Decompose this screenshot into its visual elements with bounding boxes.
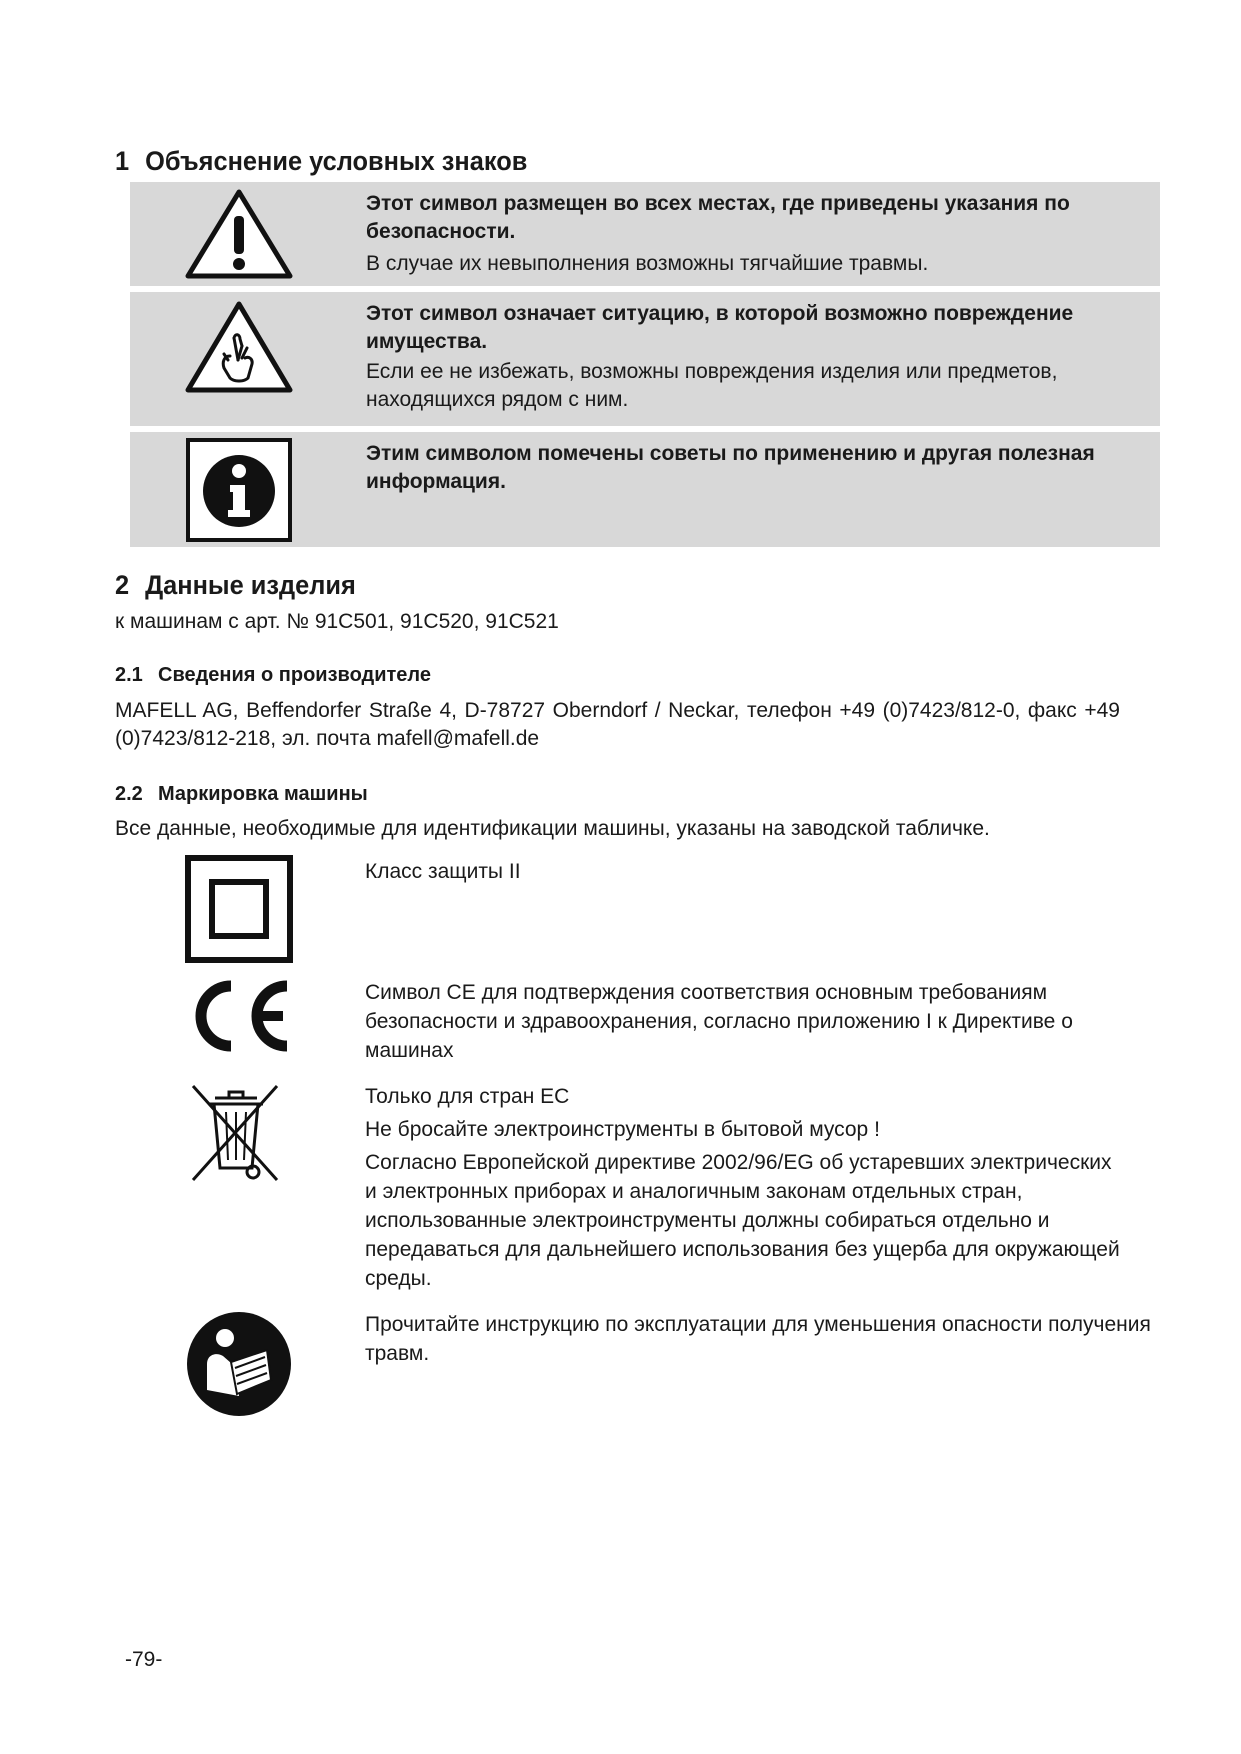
- mark-read-manual: [185, 1310, 1151, 1430]
- symbol-row-info-bold: Этим символом помечены советы по применению и другая полезная информация.: [366, 442, 1095, 493]
- weee-crossed-bin-icon: [185, 1082, 285, 1189]
- subsection-2-2-heading: [115, 783, 368, 806]
- section-2-number: 2: [115, 570, 130, 600]
- mark-weee-line-2: Не бросайте электроинструменты в бытовой мусор !: [365, 1118, 880, 1141]
- mark-ce-line: Символ CE для подтверждения соответствия основным требованиям безопасности и здравоохранения, согласно приложению I к Директиве о машинах: [365, 981, 1073, 1062]
- symbol-row-warning-bold: Этот символ размещен во всех местах, где приведены указания по безопасности.: [366, 192, 1070, 243]
- mark-ce-text: [365, 978, 1241, 1065]
- symbol-row-caution-bold: Этот символ означает ситуацию, в которой возможно повреждение имущества.: [366, 302, 1074, 353]
- section-2-title: Данные изделия: [145, 570, 356, 600]
- info-icon: [184, 438, 294, 542]
- subsection-2-2-title: Маркировка машины: [158, 783, 368, 805]
- symbol-row-caution: [130, 292, 1160, 426]
- mark-weee-line-3: Согласно Европейской директиве 2002/96/EG об устаревших электрических и электронных приборах и аналогичным законам отдельных стран, использованные электроинструменты должны собираться отдельно и передаваться для дальнейшего использования без ущерба для окружающей среды.: [365, 1151, 1120, 1290]
- product-articles: к машинам с арт. № 91C501, 91C520, 91C521: [115, 610, 559, 633]
- subsection-2-1-title: Сведения о производителе: [158, 664, 431, 686]
- symbol-row-caution-normal: Если ее не избежать, возможны повреждения изделия или предметов, находящихся рядом с ним.: [366, 360, 1058, 411]
- section-2-heading: [115, 570, 356, 601]
- section-1-heading: [115, 146, 527, 177]
- mark-weee-line-1: Только для стран ЕС: [365, 1085, 570, 1108]
- symbol-row-warning: [130, 182, 1160, 286]
- section-1-number: 1: [115, 146, 130, 176]
- mark-protection-class-text: [365, 857, 1241, 886]
- subsection-2-1-heading: [115, 664, 431, 687]
- read-manual-icon: [185, 1310, 293, 1423]
- symbol-row-info: [130, 432, 1160, 547]
- subsection-2-1-number: 2.1: [115, 664, 143, 686]
- mark-read-manual-text: [365, 1310, 1205, 1368]
- warning-triangle-icon: [184, 188, 294, 280]
- mark-protection-class-line: Класс защиты II: [365, 860, 521, 883]
- mark-ce: [185, 978, 1085, 1073]
- caution-hand-icon: [184, 298, 294, 398]
- protection-class-ii-icon: [185, 855, 293, 968]
- mark-protection-class: [185, 855, 1085, 965]
- ce-mark-icon: [185, 978, 293, 1059]
- symbol-row-caution-text: [366, 300, 1120, 414]
- section-1-title: Объяснение условных знаков: [145, 146, 528, 176]
- symbol-row-info-text: [366, 440, 1120, 496]
- mark-weee: [185, 1082, 1120, 1302]
- mark-read-manual-line: Прочитайте инструкцию по эксплуатации для уменьшения опасности получения травм.: [365, 1313, 1151, 1365]
- page-number: -79-: [125, 1648, 163, 1671]
- manufacturer-info: MAFELL AG, Beffendorfer Straße 4, D-78727 Oberndorf / Neckar, телефон +49 (0)7423/812-0, факс +49 (0)7423/812-218, эл. почта mafell@mafell.de: [115, 699, 1120, 750]
- mark-weee-text: [365, 1082, 1125, 1293]
- subsection-2-2-number: 2.2: [115, 783, 143, 805]
- machine-marking-text: Все данные, необходимые для идентификации машины, указаны на заводской табличке.: [115, 817, 990, 840]
- symbol-row-warning-normal: В случае их невыполнения возможны тягчайшие травмы.: [366, 252, 929, 275]
- symbol-row-warning-text: [366, 190, 1120, 278]
